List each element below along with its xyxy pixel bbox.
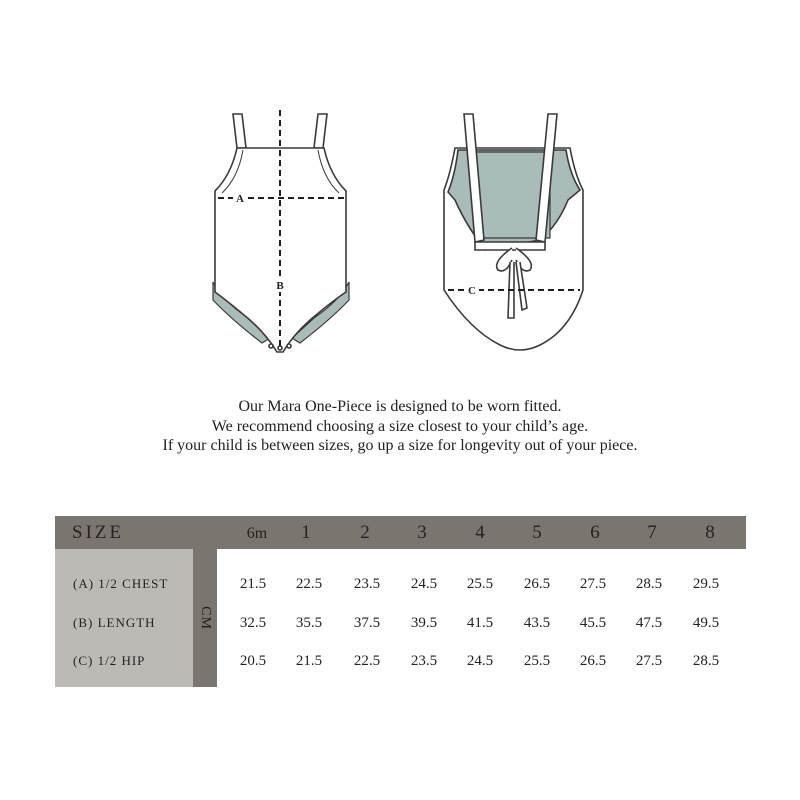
table-cell: 21.5: [295, 653, 323, 669]
table-cell: 27.5: [635, 653, 663, 669]
table-cell: 22.5: [295, 576, 323, 592]
row-label-length: (B) LENGTH: [73, 615, 156, 630]
size-chart-table: [55, 516, 746, 688]
swimsuit-illustrations: [0, 0, 800, 380]
table-cell: 32.5: [239, 615, 267, 631]
table-cell: 25.5: [466, 576, 494, 592]
description-line: If your child is between sizes, go up a size for longevity out of your piece.: [162, 437, 638, 454]
label-a: A: [236, 193, 244, 205]
table-cell: 24.5: [410, 576, 438, 592]
table-cell: 47.5: [635, 615, 663, 631]
table-cell: 28.5: [635, 576, 663, 592]
table-cell: 26.5: [579, 653, 607, 669]
size-col-1: 1: [301, 522, 311, 543]
table-cell: 26.5: [523, 576, 551, 592]
label-b: B: [276, 280, 284, 292]
row-label-hip: (C) 1/2 HIP: [73, 653, 146, 668]
table-cell: 21.5: [239, 576, 267, 592]
table-cell: 28.5: [692, 653, 720, 669]
table-cell: 23.5: [353, 576, 381, 592]
back-view-diagram: [444, 114, 583, 350]
table-cell: 39.5: [410, 615, 438, 631]
table-cell: 22.5: [353, 653, 381, 669]
row-label-chest: (A) 1/2 CHEST: [73, 576, 169, 591]
size-col-7: 7: [647, 522, 657, 543]
table-cell: 37.5: [353, 615, 381, 631]
size-col-4: 4: [475, 522, 485, 543]
table-cell: 43.5: [523, 615, 551, 631]
size-col-6: 6: [590, 522, 600, 543]
description-line: Our Mara One-Piece is designed to be worn fitted.: [238, 398, 562, 415]
table-cell: 49.5: [692, 615, 720, 631]
size-header-label: SIZE: [72, 522, 125, 543]
table-cell: 20.5: [239, 653, 267, 669]
table-cell: 45.5: [579, 615, 607, 631]
description-line: We recommend choosing a size closest to your child’s age.: [211, 417, 589, 435]
table-cell: 35.5: [295, 615, 323, 631]
table-cell: 41.5: [466, 615, 494, 631]
table-cell: 23.5: [410, 653, 438, 669]
table-cell: 24.5: [466, 653, 494, 669]
size-col-5: 5: [532, 522, 542, 543]
table-cell: 27.5: [579, 576, 607, 592]
table-cell: 25.5: [523, 653, 551, 669]
table-cell: 29.5: [692, 576, 720, 592]
unit-label: CM: [198, 606, 213, 630]
table-header: [55, 516, 746, 549]
size-col-8: 8: [705, 522, 715, 543]
size-col-2: 2: [360, 522, 370, 543]
size-col-3: 3: [417, 522, 427, 543]
label-c: C: [468, 285, 476, 297]
fit-description: [0, 397, 800, 456]
size-col-6m: 6m: [246, 525, 268, 542]
